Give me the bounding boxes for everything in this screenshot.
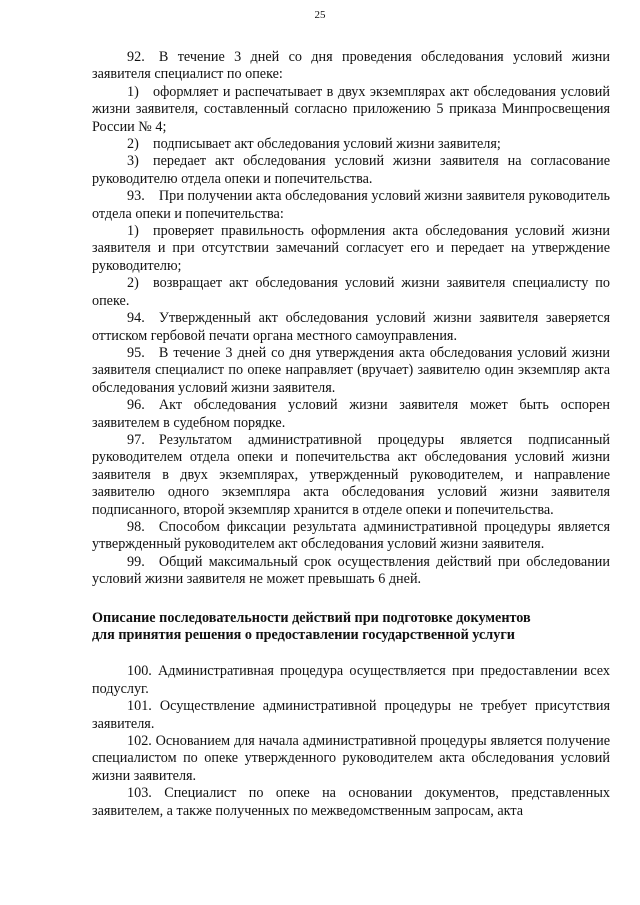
list-item-93-2: 2) возвращает акт обследования условий жизни заявителя специалисту по опеке. [92, 275, 610, 309]
section-heading-line-1: Описание последовательности действий при подготовке документов [92, 609, 531, 626]
section-heading-line-2: для принятия решения о предоставлении государственной услуги [92, 627, 515, 643]
document-body [92, 49, 610, 820]
paragraph-101: 101. Осуществление административной процедуры не требует присутствия заявителя. [92, 698, 610, 732]
list-item-92-1: 1) оформляет и распечатывает в двух экземплярах акт обследования условий жизни заявителя, составленный согласно приложению 5 приказа Минпросвещения России № 4; [92, 83, 610, 135]
paragraph-99: 99. Общий максимальный срок осуществления действий при обследовании условий жизни заявителя не может превышать 6 дней. [92, 553, 610, 588]
paragraph-102: 102. Основанием для начала административной процедуры является получение специалистом по опеке утвержденного руководителем акта обследования условий жизни заявителя. [92, 733, 610, 784]
paragraph-103: 103. Специалист по опеке на основании документов, представленных заявителем, а также полученных по межведомственным запросам, акта [92, 785, 610, 819]
list-item-92-2: 2) подписывает акт обследования условий жизни заявителя; [127, 136, 501, 153]
section-heading [92, 610, 610, 645]
paragraph-97: 97. Результатом административной процедуры является подписанный руководителем отдела опеки и попечительства акт обследования условий жизни заявителя в двух экземплярах, утвержденный руководителем, и направление заявителю одного экземпляра акта обследования условий жизни заявителя подписанного, второй экземпляр хранится в отделе опеки и попечительства. [92, 431, 610, 518]
paragraph-92: 92. В течение 3 дней со дня проведения обследования условий жизни заявителя специалист по опеке: [92, 49, 610, 83]
list-item-93-1: 1) проверяет правильность оформления акта обследования условий жизни заявителя и при отсутствии замечаний согласует его и передает на утверждение руководителю; [92, 223, 610, 274]
paragraph-95: 95. В течение 3 дней со дня утверждения акта обследования условий жизни заявителя специалист по опеке направляет (вручает) заявителю один экземпляр акта обследования условий жизни заявителя. [92, 344, 610, 396]
paragraph-100: 100. Административная процедура осуществляется при предоставлении всех подуслуг. [92, 663, 610, 697]
page-number: 25 [314, 9, 326, 21]
list-item-92-3: 3) передает акт обследования условий жизни заявителя на согласование руководителю отдела опеки и попечительства. [92, 153, 610, 187]
paragraph-93: 93. При получении акта обследования условий жизни заявителя руководитель отдела опеки и попечительства: [92, 188, 610, 222]
paragraph-96: 96. Акт обследования условий жизни заявителя может быть оспорен заявителем в судебном порядке. [92, 397, 610, 431]
paragraph-94: 94. Утвержденный акт обследования условий жизни заявителя заверяется оттиском гербовой печати органа местного самоуправления. [92, 310, 610, 344]
paragraph-98: 98. Способом фиксации результата административной процедуры является утвержденный руководителем акт обследования условий жизни заявителя. [92, 518, 610, 553]
